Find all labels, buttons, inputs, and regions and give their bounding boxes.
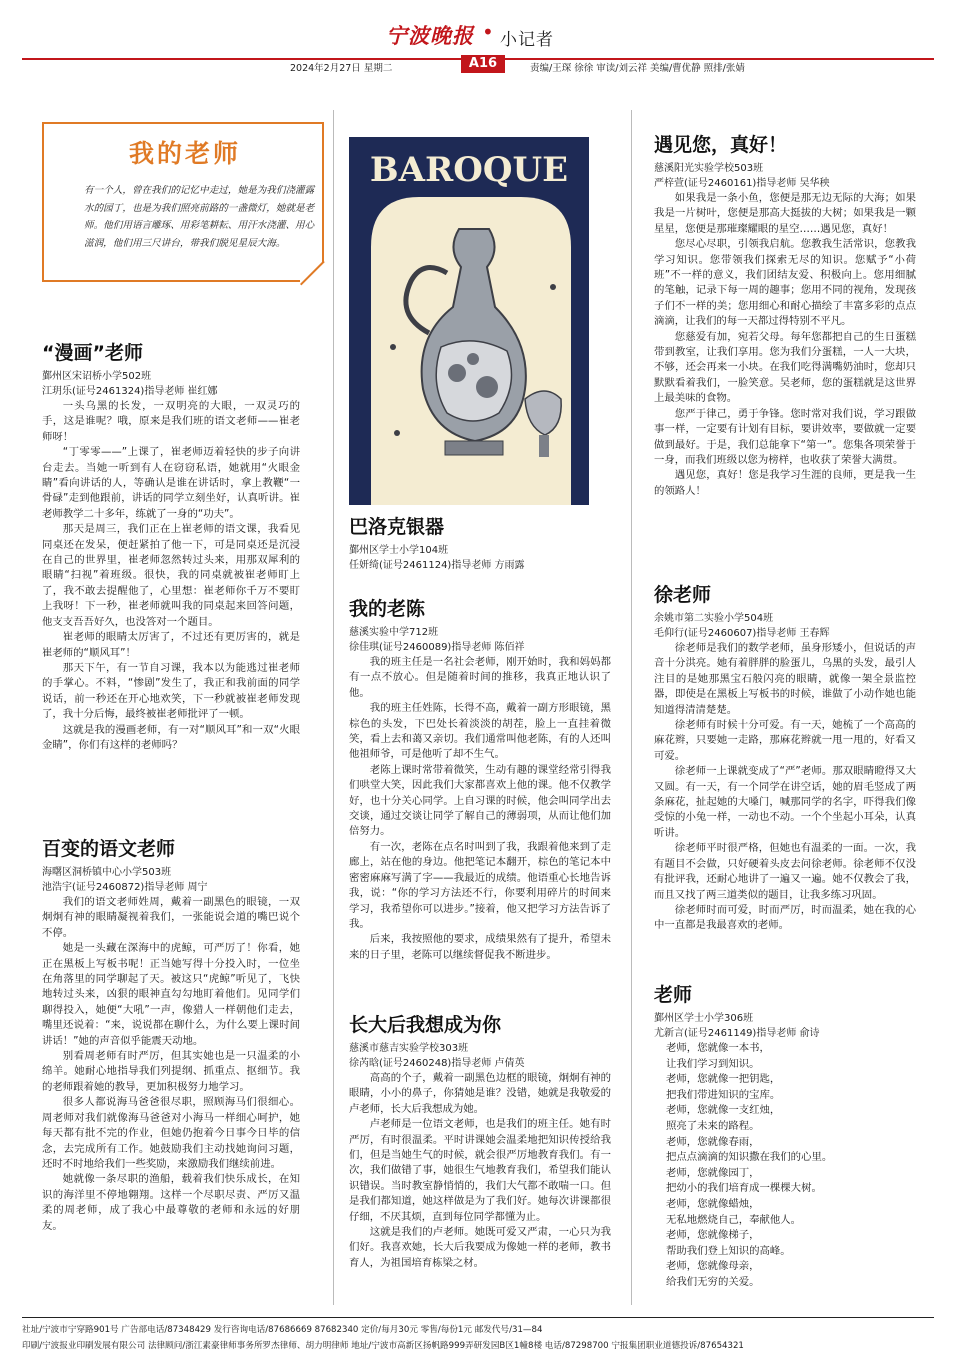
paragraph: 徐老师平时很严格，但她也有温柔的一面。一次，我有题目不会做，只好硬着头皮去问徐老师。徐老师不仅没有批评我，还耐心地讲了一遍又一遍。她不仅教会了我，而且又找了两三道类似的题目，让我多练习巩固。 [654, 842, 916, 901]
paragraph: 有一次，老陈在点名时叫到了我，我跟着他来到了走廊上，站在他的身边。他把笔记本翻开，棕色的笔记本中密密麻麻写满了字——我最近的成绩。他语重心长地告诉我，说：“你的学习方法还不行，你要利用碎片的时间来学习，我希望你可以进步。”接着，他又把学习方法告诉了我。 [349, 840, 611, 930]
article-title: 徐老师 [654, 584, 712, 606]
logo-separator: • [482, 20, 494, 44]
article-body [654, 641, 916, 934]
artwork-illustration [349, 137, 589, 505]
article-title: 百变的语文老师 [42, 838, 176, 860]
paragraph: 徐老师有时候十分可爱。有一天，她梳了一个高高的麻花辫，只要她一走路，那麻花辫就一甩一甩的，好看又可爱。 [654, 719, 916, 762]
paragraph: 一头乌黑的长发，一双明亮的大眼，一双灵巧的手，这是谁呢？哦，原来是我们班的语文老师——崔老师呀！ [42, 400, 300, 443]
poem-line: 把我们带进知识的宝库。 [666, 1088, 781, 1101]
paragraph: 徐老师是我们的数学老师，虽身形矮小，但说话的声音十分洪亮。她有着胖胖的脸蛋儿，乌黑的头发，最引人注目的是她那黑宝石般闪亮的眼睛，就像一架全景监控器，即使是在黑板上写板书的时候，谁做了小动作她也能知道得清清楚楚。 [654, 642, 916, 716]
paragraph: 那天是周三，我们正在上崔老师的语文课，我看见同桌还在发呆，便赶紧拍了他一下，可是同桌还是沉浸在自己的世界里，崔老师忽然转过头来，用那双犀利的眼睛“扫视”着班级。很快，我的同桌就被崔老师盯上了，我不敢去提醒他了，心里想：崔老师你千万不要盯上我呀！下一秒，崔老师就叫我的同桌起来回答问题，他支支吾吾好久，也没答对一个题目。 [42, 523, 300, 628]
article-school: 慈溪实验中学712班 [349, 627, 439, 638]
poem-line: 老师，您就像一本书， [666, 1042, 770, 1054]
poem-line: 老师，您就像梯子， [666, 1229, 760, 1242]
article-body [42, 399, 300, 753]
article-school: 鄞州区学士小学306班 [654, 1013, 754, 1024]
paragraph: 徐老师一上课就变成了“严”老师。那双眼睛瞪得又大又圆。有一天，有一个同学在讲空话，她的眉毛竖成了两条麻花，扯起她的大嗓门，喊那同学的名字，吓得我们像受惊的小兔一样，一动也不动。一个个坐起小耳朵，认真听讲。 [654, 765, 916, 839]
paragraph: 她就像一条尽职的渔船，载着我们快乐成长，在知识的海洋里不停地翱翔。这样一个尽职尽责、严厉又温柔的周老师，成了我心中最尊敬的老师和永远的好朋友。 [42, 1173, 300, 1232]
editors-credit: 责编/王琛 徐徐 审读/刘云祥 美编/曹优静 照排/张婧 [530, 63, 745, 74]
article-title: 遇见您，真好！ [654, 134, 788, 156]
paragraph: 卢老师是一位语文老师，也是我们的班主任。她有时严厉，有时很温柔。平时讲课她会温柔地把知识传授给我们，但是当她生气的时候，就会很严厉地教育我们。有一次，我们做错了事，她很生气地教育我们，希望我们能认识错误。当时教室静悄悄的，我们大气都不敢喘一口。但是我们都知道，她这样做是为了我们好。她每次讲课都很仔细，不厌其烦，直到每位同学都懂为止。 [349, 1118, 611, 1223]
article-author: 池浩宇(证号2460872)指导老师 周宁 [42, 882, 208, 893]
feature-intro-box [42, 122, 324, 282]
article-author: 严梓萱(证号2460161)指导老师 吴华秧 [654, 178, 830, 189]
poem-line: 把点点滴滴的知识撒在我们的心里。 [666, 1151, 833, 1164]
article-author: 任妍绮(证号2461124)指导老师 方雨露 [349, 560, 525, 571]
paragraph: 您严于律己，勇于争锋。您时常对我们说，学习跟做事一样，一定要有计划有目标，要讲效率，要做就一定要做到最好。于是，我们总能拿下“第一”。您集各项荣誉于一身，而我们班级以您为榜样，也收获了荣誉大满贯。 [654, 407, 916, 466]
article-title: 我的老陈 [349, 598, 426, 620]
article-meeting-you [654, 133, 916, 499]
poem-line: 老师，您就像春雨， [666, 1135, 760, 1148]
feature-title: 我的老师 [128, 139, 241, 168]
paragraph: 您慈爱有加，宛若父母。每年您都把自己的生日蛋糕带到教室，让我们享用。您为我们分蛋糕，一人一大块，不够，还会再来一小块。在我们吃得满嘴奶油时，您却只默默看着我们，一脸笑意。吴老师，您的蛋糕就是这世界上最美味的食物。 [654, 330, 916, 405]
article-school: 慈溪阳光实验学校503班 [654, 163, 764, 174]
poem-line: 让我们学习到知识。 [666, 1057, 760, 1070]
masthead [0, 0, 956, 80]
article-teacher-chen [349, 597, 611, 963]
poem-line: 给我们无穷的关爱。 [666, 1275, 760, 1288]
article-body [349, 1071, 611, 1271]
intro-box-corner [300, 262, 324, 286]
article-body [349, 655, 611, 963]
paragraph: 徐老师时而可爱，时而严厉，时而温柔，她在我的心中一直都是我最喜欢的老师。 [654, 903, 916, 932]
article-title: 巴洛克银器 [349, 516, 445, 538]
artwork-title-text: BAROQUE [369, 150, 569, 190]
article-title: 老师 [654, 984, 693, 1006]
section-name: 小记者 [500, 30, 554, 50]
article-school: 余姚市第二实验小学504班 [654, 613, 774, 624]
article-title: “漫画”老师 [42, 342, 143, 364]
poem-line: 老师，您就像蜡烛， [666, 1197, 760, 1210]
article-manhua-teacher [42, 341, 300, 753]
paragraph: 这就是我的漫画老师，有一对“顺风耳”和一双“火眼金睛”，你们有这样的老师吗？ [42, 723, 300, 751]
paragraph: 后来，我按照他的要求，成绩果然有了提升，希望未来的日子里，老陈可以继续督促我不断进步。 [349, 933, 611, 961]
footer-rule [22, 1317, 934, 1318]
poem-line: 老师，您就像一支红烛， [666, 1104, 781, 1117]
poem-line: 老师，您就像母亲， [666, 1260, 760, 1273]
paragraph: 我们的语文老师姓周，戴着一副黑色的眼镜，一双炯炯有神的眼睛凝视着我们，一张能说会道的嘴巴说个不停。 [42, 896, 300, 939]
article-school: 慈溪市慈吉实验学校303班 [349, 1043, 469, 1054]
article-title: 长大后我想成为你 [349, 1014, 502, 1036]
article-author: 尤新言(证号2461149)指导老师 俞诗 [654, 1028, 820, 1039]
poem-line: 帮助我们登上知识的高峰。 [666, 1244, 791, 1257]
article-author: 毛仰行(证号2460607)指导老师 王春辉 [654, 628, 830, 639]
column-divider [333, 110, 334, 1305]
column-divider [631, 110, 632, 1305]
paragraph: 老陈上课时常带着微笑，生动有趣的课堂经常引得我们哄堂大笑，因此我们大家都喜欢上他的课。他不仅教学好，也十分关心同学。上自习课的时候，他会叫同学出去交谈，通过交谈让同学了解自己的薄弱项，从而让他们加倍努力。 [349, 763, 611, 838]
article-teacher-xu [654, 583, 916, 934]
newspaper-logo: 宁波晚报 [386, 23, 474, 48]
poem-line: 无私地燃烧自己，奉献他人。 [666, 1213, 802, 1226]
feature-intro-text: 有一个人，曾在我们的记忆中走过，她是为我们浇灌露水的园丁，也是为我们照亮前路的一盏微灯，她就是老师。他们用语言雕琢、用彩笔耕耘、用汗水浇灌、用心滋润，他们用三尺讲台，带我们脱见星辰大海。 [84, 185, 315, 249]
poem-teacher [654, 983, 916, 1291]
paragraph: 那天下午，有一节自习课，我本以为能逃过崔老师的手掌心。不料，“惨剧”发生了，我正和我前面的同学说话，前一秒还在开心地欢笑，下一秒就被崔老师发现了，我十分后悔，最终被崔老师批评了一顿。 [42, 661, 300, 721]
paragraph: “丁零零——”上课了，崔老师迈着轻快的步子向讲台走去。当她一听到有人在窃窃私语，她就用“火眼金睛”看向讲话的人，等确认是谁在讲话时，拿上教鞭“一骨碌”走到他跟前，讲话的同学立刻坐好，认真听讲。崔老师教学二十多年，练就了一身的“功夫”。 [42, 446, 300, 520]
paragraph: 她是一头藏在深海中的虎鲸，可严厉了！你看，她正在黑板上写板书呢！正当她写得十分投入时，一位坐在角落里的同学聊起了天。被这只“虎鲸”听见了，飞快地转过头来，凶狠的眼神直勾勾地盯着他们。见同学们聊得投入，她便“大吼”一声，像猎人一样朝他们走去，嘴里还说着：“来，说说都在聊什么，为什么要上课时间讲话！”她的声音似乎能震天动地。 [42, 942, 300, 1047]
paragraph: 这就是我们的卢老师。她既可爱又严肃，一心只为我们好。我喜欢她，长大后我要成为像她一样的老师，教书育人，为祖国培育栋梁之材。 [349, 1226, 611, 1269]
baroque-silverware-artwork [349, 137, 589, 505]
footer-address-line: 社址/宁波市宁穿路901号 广告部电话/87348429 发行咨询电话/87686669 87682340 定价/每月30元 零售/每份1元 邮发代号/31—84 [22, 1325, 543, 1335]
article-body [42, 895, 300, 1234]
article-author: 江玥乐(证号2461324)指导老师 崔红娜 [42, 386, 218, 397]
paragraph: 我的班主任是一名社会老师，刚开始时，我和妈妈都有一点不放心。但是随着时间的推移，我真正地认识了他。 [349, 656, 611, 699]
article-changing-teacher [42, 837, 300, 1234]
paragraph: 遇见您，真好！您是我学习生涯的良师，更是我一生的领路人！ [654, 469, 916, 497]
footer-printing-line: 印刷/宁波报业印刷发展有限公司 法律顾问/浙江素豪律师事务所罗杰律师、胡力明律师 地址/宁波市高新区扬帆路999弄研发园B区1幢8楼 电话/87298700 宁报集团职业道德投诉/87654321 [22, 1341, 744, 1351]
poem-line: 老师，您就像园丁， [666, 1166, 760, 1179]
poem-line: 老师，您就像一把钥匙， [666, 1073, 781, 1086]
article-school: 海曙区洞桥镇中心小学503班 [42, 867, 172, 878]
paragraph: 我的班主任姓陈，长得不高，戴着一副方形眼镜，黑棕色的头发，下巴处长着淡淡的胡茬，脸上一直挂着微笑，看上去和蔼又亲切。我们通常叫他老陈，有的人还叫他祖师爷，可是他听了却不生气。 [349, 702, 611, 761]
paragraph: 如果我是一条小鱼，您便是那无边无际的大海；如果我是一片树叶，您便是那高大挺拔的大树；如果我是一颗星星，您便是那璀璨耀眼的星空……遇见您，真好！ [654, 192, 916, 235]
paragraph: 崔老师的眼睛太厉害了，不过还有更厉害的，就是崔老师的“顺风耳”！ [42, 631, 300, 659]
issue-date: 2024年2月27日 星期二 [290, 63, 393, 74]
article-body [654, 191, 916, 499]
article-author: 徐芮晗(证号2460248)指导老师 卢倩英 [349, 1058, 525, 1069]
article-author: 徐佳琪(证号2460089)指导老师 陈佰祥 [349, 642, 525, 653]
poem-body [654, 1041, 916, 1291]
paragraph: 您尽心尽职，引领我启航。您教我生活常识，您教我学习知识。您带领我们探索无尽的知识。您赋予“小荷班”不一样的意义，我们团结友爱、积极向上。您用细腻的笔触，记录下每一周的趣事；您用不同的视角，发现孩子们不一样的美；您用细心和耐心描绘了丰富多彩的点点滴滴，让我们的每一天都过得特别不平凡。 [654, 238, 916, 328]
article-school: 鄞州区宋诏桥小学502班 [42, 371, 152, 382]
poem-line: 照亮了未来的路程。 [666, 1119, 760, 1132]
article-school: 鄞州区学士小学104班 [349, 545, 449, 556]
poem-line: 把幼小的我们培育成一棵棵大树。 [666, 1182, 822, 1195]
article-grow-up-be-you [349, 1013, 611, 1271]
paragraph: 很多人都说海马爸爸很尽职，照顾海马们很细心。周老师对我们就像海马爸爸对小海马一样细心呵护，她每天都有批不完的作业，但她仍抱着今日事今日毕的信念，去完成所有工作。她鼓励我们主动找她询问习题，还时不时地给我们一些奖励，来激励我们继续前进。 [42, 1096, 300, 1170]
paragraph: 别看周老师有时严厉，但其实她也是一只温柔的小绵羊。她耐心地指导我们列提纲、抓重点、抠细节。我的老师跟着她的教导，更加积极努力地学习。 [42, 1050, 300, 1093]
paragraph: 高高的个子，戴着一副黑色边框的眼镜，炯炯有神的眼睛，小小的鼻子，你猜她是谁？没错，她就是我敬爱的卢老师，长大后我想成为她。 [349, 1072, 611, 1115]
page-number-tag: A16 [461, 55, 505, 73]
artwork-caption [349, 515, 611, 573]
